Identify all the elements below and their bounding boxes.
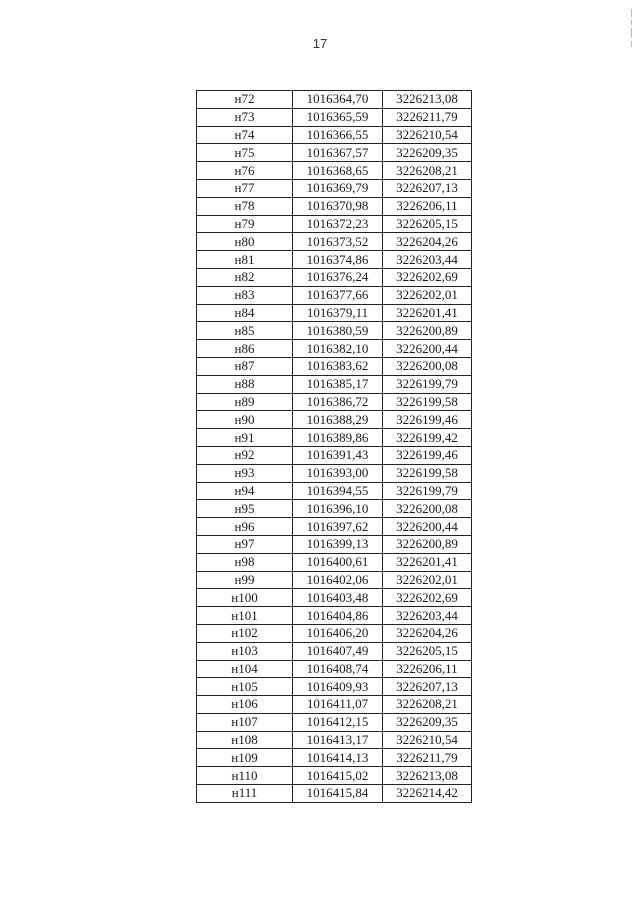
x-coordinate: 1016391,43 [293,446,383,464]
y-coordinate: 3226200,08 [383,500,472,518]
x-coordinate: 1016412,15 [293,713,383,731]
y-coordinate: 3226205,15 [383,642,472,660]
point-label: н85 [197,322,293,340]
table-row [197,624,472,642]
y-coordinate: 3226199,79 [383,482,472,500]
x-coordinate: 1016382,10 [293,340,383,358]
x-coordinate: 1016403,48 [293,589,383,607]
y-coordinate: 3226200,08 [383,357,472,375]
table-row [197,660,472,678]
point-label: н74 [197,126,293,144]
x-coordinate: 1016385,17 [293,375,383,393]
x-coordinate: 1016386,72 [293,393,383,411]
x-coordinate: 1016408,74 [293,660,383,678]
table-row [197,215,472,233]
x-coordinate: 1016373,52 [293,233,383,251]
y-coordinate: 3226207,13 [383,678,472,696]
x-coordinate: 1016372,23 [293,215,383,233]
x-coordinate: 1016369,79 [293,179,383,197]
point-label: н82 [197,268,293,286]
point-label: н73 [197,108,293,126]
point-label: н90 [197,411,293,429]
y-coordinate: 3226202,01 [383,286,472,304]
y-coordinate: 3226199,46 [383,446,472,464]
scan-margin-marks [624,6,638,66]
x-coordinate: 1016396,10 [293,500,383,518]
page-number: 17 [312,36,328,51]
y-coordinate: 3226208,21 [383,696,472,714]
point-label: н77 [197,179,293,197]
y-coordinate: 3226199,46 [383,411,472,429]
table-row [197,251,472,269]
table-row [197,179,472,197]
y-coordinate: 3226199,58 [383,393,472,411]
y-coordinate: 3226214,42 [383,785,472,803]
table-row [197,411,472,429]
point-label: н91 [197,429,293,447]
y-coordinate: 3226202,69 [383,268,472,286]
point-label: н81 [197,251,293,269]
y-coordinate: 3226205,15 [383,215,472,233]
y-coordinate: 3226204,26 [383,624,472,642]
table-row [197,500,472,518]
table-row [197,162,472,180]
x-coordinate: 1016406,20 [293,624,383,642]
point-label: н80 [197,233,293,251]
y-coordinate: 3226210,54 [383,731,472,749]
table-row [197,357,472,375]
point-label: н78 [197,197,293,215]
table-row [197,286,472,304]
y-coordinate: 3226201,41 [383,553,472,571]
y-coordinate: 3226200,89 [383,535,472,553]
table-row [197,268,472,286]
x-coordinate: 1016364,70 [293,91,383,109]
table-row [197,304,472,322]
y-coordinate: 3226209,35 [383,144,472,162]
table-row [197,108,472,126]
point-label: н84 [197,304,293,322]
y-coordinate: 3226211,79 [383,749,472,767]
x-coordinate: 1016415,84 [293,785,383,803]
table-row [197,429,472,447]
table-row [197,126,472,144]
point-label: н101 [197,607,293,625]
table-row [197,91,472,109]
table-row [197,749,472,767]
y-coordinate: 3226203,44 [383,251,472,269]
table-row [197,446,472,464]
table-row [197,696,472,714]
y-coordinate: 3226199,42 [383,429,472,447]
x-coordinate: 1016414,13 [293,749,383,767]
table-row [197,589,472,607]
x-coordinate: 1016380,59 [293,322,383,340]
x-coordinate: 1016394,55 [293,482,383,500]
x-coordinate: 1016415,02 [293,767,383,785]
point-label: н95 [197,500,293,518]
x-coordinate: 1016389,86 [293,429,383,447]
point-label: н76 [197,162,293,180]
point-label: н97 [197,535,293,553]
x-coordinate: 1016374,86 [293,251,383,269]
point-label: н103 [197,642,293,660]
table-row [197,393,472,411]
table-row [197,678,472,696]
y-coordinate: 3226213,08 [383,91,472,109]
point-label: н107 [197,713,293,731]
point-label: н89 [197,393,293,411]
x-coordinate: 1016411,07 [293,696,383,714]
point-label: н105 [197,678,293,696]
point-label: н100 [197,589,293,607]
y-coordinate: 3226200,89 [383,322,472,340]
point-label: н92 [197,446,293,464]
point-label: н108 [197,731,293,749]
table-row [197,197,472,215]
point-label: н104 [197,660,293,678]
point-label: н86 [197,340,293,358]
y-coordinate: 3226200,44 [383,518,472,536]
point-label: н75 [197,144,293,162]
table-row [197,767,472,785]
x-coordinate: 1016402,06 [293,571,383,589]
y-coordinate: 3226209,35 [383,713,472,731]
x-coordinate: 1016376,24 [293,268,383,286]
point-label: н99 [197,571,293,589]
table-row [197,375,472,393]
x-coordinate: 1016400,61 [293,553,383,571]
y-coordinate: 3226203,44 [383,607,472,625]
y-coordinate: 3226206,11 [383,660,472,678]
x-coordinate: 1016404,86 [293,607,383,625]
y-coordinate: 3226202,01 [383,571,472,589]
x-coordinate: 1016366,55 [293,126,383,144]
table-row [197,340,472,358]
table-row [197,607,472,625]
point-label: н93 [197,464,293,482]
x-coordinate: 1016388,29 [293,411,383,429]
coordinates-table [196,90,472,803]
x-coordinate: 1016379,11 [293,304,383,322]
point-label: н83 [197,286,293,304]
y-coordinate: 3226202,69 [383,589,472,607]
x-coordinate: 1016393,00 [293,464,383,482]
x-coordinate: 1016397,62 [293,518,383,536]
x-coordinate: 1016409,93 [293,678,383,696]
x-coordinate: 1016383,62 [293,357,383,375]
table-row [197,482,472,500]
y-coordinate: 3226210,54 [383,126,472,144]
x-coordinate: 1016365,59 [293,108,383,126]
table-row [197,553,472,571]
y-coordinate: 3226199,79 [383,375,472,393]
coordinates-table-body [197,91,472,803]
table-row [197,713,472,731]
table-row [197,464,472,482]
y-coordinate: 3226208,21 [383,162,472,180]
y-coordinate: 3226213,08 [383,767,472,785]
x-coordinate: 1016367,57 [293,144,383,162]
point-label: н94 [197,482,293,500]
point-label: н87 [197,357,293,375]
table-row [197,731,472,749]
table-row [197,535,472,553]
point-label: н79 [197,215,293,233]
point-label: н109 [197,749,293,767]
table-row [197,144,472,162]
table-row [197,571,472,589]
table-row [197,518,472,536]
point-label: н106 [197,696,293,714]
x-coordinate: 1016368,65 [293,162,383,180]
y-coordinate: 3226201,41 [383,304,472,322]
x-coordinate: 1016407,49 [293,642,383,660]
x-coordinate: 1016399,13 [293,535,383,553]
point-label: н110 [197,767,293,785]
point-label: н72 [197,91,293,109]
x-coordinate: 1016370,98 [293,197,383,215]
y-coordinate: 3226211,79 [383,108,472,126]
point-label: н98 [197,553,293,571]
y-coordinate: 3226204,26 [383,233,472,251]
table-row [197,642,472,660]
point-label: н96 [197,518,293,536]
x-coordinate: 1016377,66 [293,286,383,304]
y-coordinate: 3226200,44 [383,340,472,358]
table-row [197,233,472,251]
y-coordinate: 3226199,58 [383,464,472,482]
point-label: н88 [197,375,293,393]
table-row [197,785,472,803]
point-label: н111 [197,785,293,803]
y-coordinate: 3226207,13 [383,179,472,197]
y-coordinate: 3226206,11 [383,197,472,215]
point-label: н102 [197,624,293,642]
table-row [197,322,472,340]
x-coordinate: 1016413,17 [293,731,383,749]
